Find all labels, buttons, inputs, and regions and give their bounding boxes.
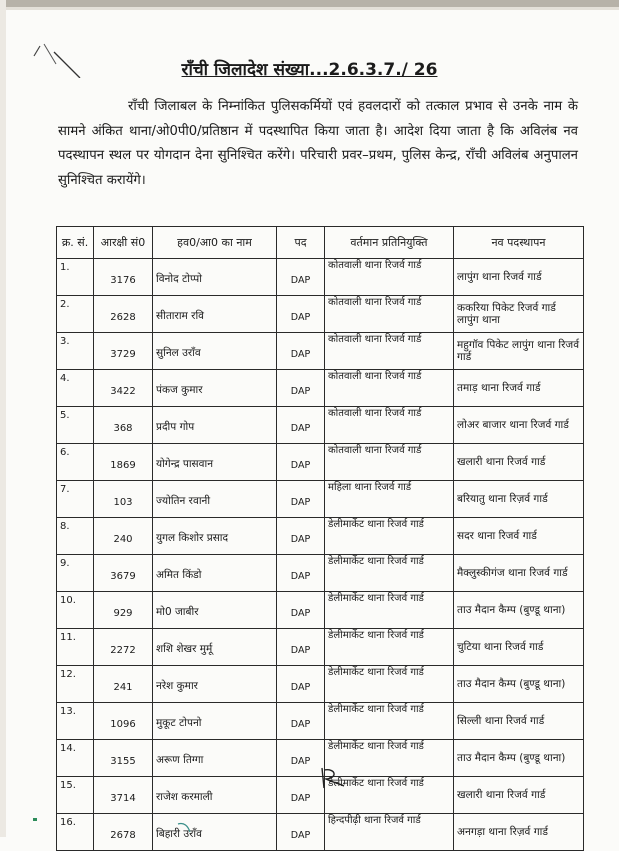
cell-name: नरेश कुमार — [153, 666, 277, 703]
cell-sn: 16. — [57, 814, 94, 851]
col-header-post: पद — [277, 227, 325, 259]
cell-badge: 3679 — [94, 555, 153, 592]
order-number: ...2.6.3.7./ 26 — [309, 60, 438, 80]
cell-name: ज्योतिन रवानी — [153, 481, 277, 518]
cell-name: विनोद टोप्पो — [153, 259, 277, 296]
cell-new: चुटिया थाना रिजर्व गार्ड — [454, 629, 584, 666]
cell-name: अमित किंडो — [153, 555, 277, 592]
cell-post: DAP — [277, 518, 325, 555]
cell-badge: 1869 — [94, 444, 153, 481]
cell-badge: 3155 — [94, 740, 153, 777]
cell-post: DAP — [277, 777, 325, 814]
signature-mark — [314, 764, 354, 790]
cell-current: कोतवाली थाना रिजर्व गार्ड — [325, 444, 454, 481]
cell-current: हिन्दपीढ़ी थाना रिजर्व गार्ड — [325, 814, 454, 851]
cell-current: डेलीमार्केट थाना रिजर्व गार्ड — [325, 555, 454, 592]
cell-new: सिल्ली थाना रिजर्व गार्ड — [454, 703, 584, 740]
cell-sn: 4. — [57, 370, 94, 407]
order-title — [0, 57, 619, 80]
scan-left-edge — [0, 0, 6, 837]
table-row — [57, 518, 584, 555]
cell-sn: 5. — [57, 407, 94, 444]
cell-name: बिहारी उराँव — [153, 814, 277, 851]
cell-new: तमाड़ थाना रिजर्व गार्ड — [454, 370, 584, 407]
cell-name: युगल किशोर प्रसाद — [153, 518, 277, 555]
scan-top-strip — [0, 7, 619, 10]
cell-badge: 2678 — [94, 814, 153, 851]
cell-current: डेलीमार्केट थाना रिजर्व गार्ड — [325, 666, 454, 703]
cell-sn: 13. — [57, 703, 94, 740]
cell-post: DAP — [277, 333, 325, 370]
cell-name: सुनिल उराँव — [153, 333, 277, 370]
cell-new: अनगड़ा थाना रिज़र्व गार्ड — [454, 814, 584, 851]
cell-badge: 2628 — [94, 296, 153, 333]
bottom-pen-mark — [176, 820, 192, 834]
cell-badge: 3714 — [94, 777, 153, 814]
cell-sn: 6. — [57, 444, 94, 481]
cell-new: महुगॉव पिकेट लापुंग थाना रिजर्व गार्ड — [454, 333, 584, 370]
cell-post: DAP — [277, 481, 325, 518]
cell-post: DAP — [277, 666, 325, 703]
cell-badge: 2272 — [94, 629, 153, 666]
table-row — [57, 407, 584, 444]
cell-current: डेलीमार्केट थाना रिजर्व गार्ड — [325, 740, 454, 777]
posting-table — [56, 226, 584, 851]
cell-new: लोअर बाजार थाना रिजर्व गार्ड — [454, 407, 584, 444]
cell-sn: 2. — [57, 296, 94, 333]
col-header-badge: आरक्षी सं0 — [94, 227, 153, 259]
cell-post: DAP — [277, 259, 325, 296]
cell-post: DAP — [277, 407, 325, 444]
cell-new: बरियातु थाना रिज़र्व गार्ड — [454, 481, 584, 518]
cell-name: मो0 जाबीर — [153, 592, 277, 629]
cell-new: ताउ मैदान कैम्प (बुण्डू थाना) — [454, 592, 584, 629]
cell-post: DAP — [277, 444, 325, 481]
cell-badge: 240 — [94, 518, 153, 555]
cell-new: खलारी थाना रिजर्व गार्ड — [454, 444, 584, 481]
table-row — [57, 481, 584, 518]
cell-new: ताउ मैदान कैम्प (बुण्डू थाना) — [454, 666, 584, 703]
cell-current: डेलीमार्केट थाना रिजर्व गार्ड — [325, 629, 454, 666]
cell-post: DAP — [277, 703, 325, 740]
cell-badge: 368 — [94, 407, 153, 444]
cell-name: मुकूट टोपनो — [153, 703, 277, 740]
cell-new: ककरिया पिकेट रिजर्व गार्ड लापुंग थाना — [454, 296, 584, 333]
table-row — [57, 592, 584, 629]
table-row — [57, 333, 584, 370]
cell-post: DAP — [277, 296, 325, 333]
cell-post: DAP — [277, 740, 325, 777]
table-row — [57, 629, 584, 666]
col-header-name: हव0/आ0 का नाम — [153, 227, 277, 259]
order-title-prefix: राँची जिलादेश संख्या — [181, 60, 310, 80]
cell-current: डेलीमार्केट थाना रिजर्व गार्ड — [325, 703, 454, 740]
table-row — [57, 666, 584, 703]
cell-sn: 3. — [57, 333, 94, 370]
cell-sn: 12. — [57, 666, 94, 703]
col-header-new: नव पदस्थापन — [454, 227, 584, 259]
cell-post: DAP — [277, 629, 325, 666]
cell-badge: 3422 — [94, 370, 153, 407]
cell-current: डेलीमार्केट थाना रिजर्व गार्ड — [325, 592, 454, 629]
cell-new: मैक्लुस्कीगंज थाना रिजर्व गार्ड — [454, 555, 584, 592]
cell-name: सीताराम रवि — [153, 296, 277, 333]
cell-sn: 9. — [57, 555, 94, 592]
cell-post: DAP — [277, 370, 325, 407]
cell-post: DAP — [277, 592, 325, 629]
col-header-sn: क्र. सं. — [57, 227, 94, 259]
cell-current: कोतवाली थाना रिजर्व गार्ड — [325, 296, 454, 333]
cell-name: प्रदीप गोप — [153, 407, 277, 444]
cell-badge: 3729 — [94, 333, 153, 370]
cell-name: राजेश करमाली — [153, 777, 277, 814]
cell-current: डेलीमार्केट थाना रिजर्व गार्ड — [325, 777, 454, 814]
cell-new: सदर थाना रिजर्व गार्ड — [454, 518, 584, 555]
table-row — [57, 555, 584, 592]
scan-top-edge — [0, 0, 619, 7]
cell-badge: 241 — [94, 666, 153, 703]
table-row — [57, 296, 584, 333]
table-row — [57, 814, 584, 851]
table-row — [57, 703, 584, 740]
cell-sn: 11. — [57, 629, 94, 666]
cell-sn: 10. — [57, 592, 94, 629]
cell-sn: 15. — [57, 777, 94, 814]
cell-new: खलारी थाना रिजर्व गार्ड — [454, 777, 584, 814]
cell-sn: 7. — [57, 481, 94, 518]
table-row — [57, 370, 584, 407]
cell-current: डेलीमार्केट थाना रिजर्व गार्ड — [325, 518, 454, 555]
cell-name: योगेन्द्र पासवान — [153, 444, 277, 481]
cell-name: पंकज कुमार — [153, 370, 277, 407]
cell-post: DAP — [277, 555, 325, 592]
cell-badge: 929 — [94, 592, 153, 629]
cell-sn: 8. — [57, 518, 94, 555]
cell-current: महिला थाना रिजर्व गार्ड — [325, 481, 454, 518]
cell-current: कोतवाली थाना रिजर्व गार्ड — [325, 370, 454, 407]
cell-new: ताउ मैदान कैम्प (बुण्डू थाना) — [454, 740, 584, 777]
cell-sn: 1. — [57, 259, 94, 296]
cell-badge: 103 — [94, 481, 153, 518]
cell-post: DAP — [277, 814, 325, 851]
cell-new: लापुंग थाना रिजर्व गार्ड — [454, 259, 584, 296]
col-header-current: वर्तमान प्रतिनियुक्ति — [325, 227, 454, 259]
cell-sn: 14. — [57, 740, 94, 777]
cell-badge: 1096 — [94, 703, 153, 740]
order-paragraph-text: राँची जिलाबल के निम्नांकित पुलिसकर्मियों एवं हवलदारों को तत्काल प्रभाव से उनके नाम के सामने अंकित थाना/ओ0पी0/प्रतिष्ठान में पदस्थापित किया जाता है। आदेश दिया जाता है कि अविलंब नव पदस्थापन स्थल पर योगदान देना सुनिश्चित करेंगे। परिचारी प्रवर–प्रथम, पुलिस केन्द्र, राँची अविलंब अनुपालन सुनिश्चित करायेंगे। — [58, 99, 578, 188]
cell-current: कोतवाली थाना रिजर्व गार्ड — [325, 407, 454, 444]
table-row — [57, 259, 584, 296]
table-header-row — [57, 227, 584, 259]
table-row — [57, 444, 584, 481]
cell-name: शशि शेखर मुर्मू — [153, 629, 277, 666]
cell-badge: 3176 — [94, 259, 153, 296]
cell-current: कोतवाली थाना रिजर्व गार्ड — [325, 333, 454, 370]
cell-name: अरूण तिग्गा — [153, 740, 277, 777]
bottom-dot — [33, 818, 37, 821]
cell-current: कोतवाली थाना रिजर्व गार्ड — [325, 259, 454, 296]
order-paragraph — [58, 95, 578, 193]
